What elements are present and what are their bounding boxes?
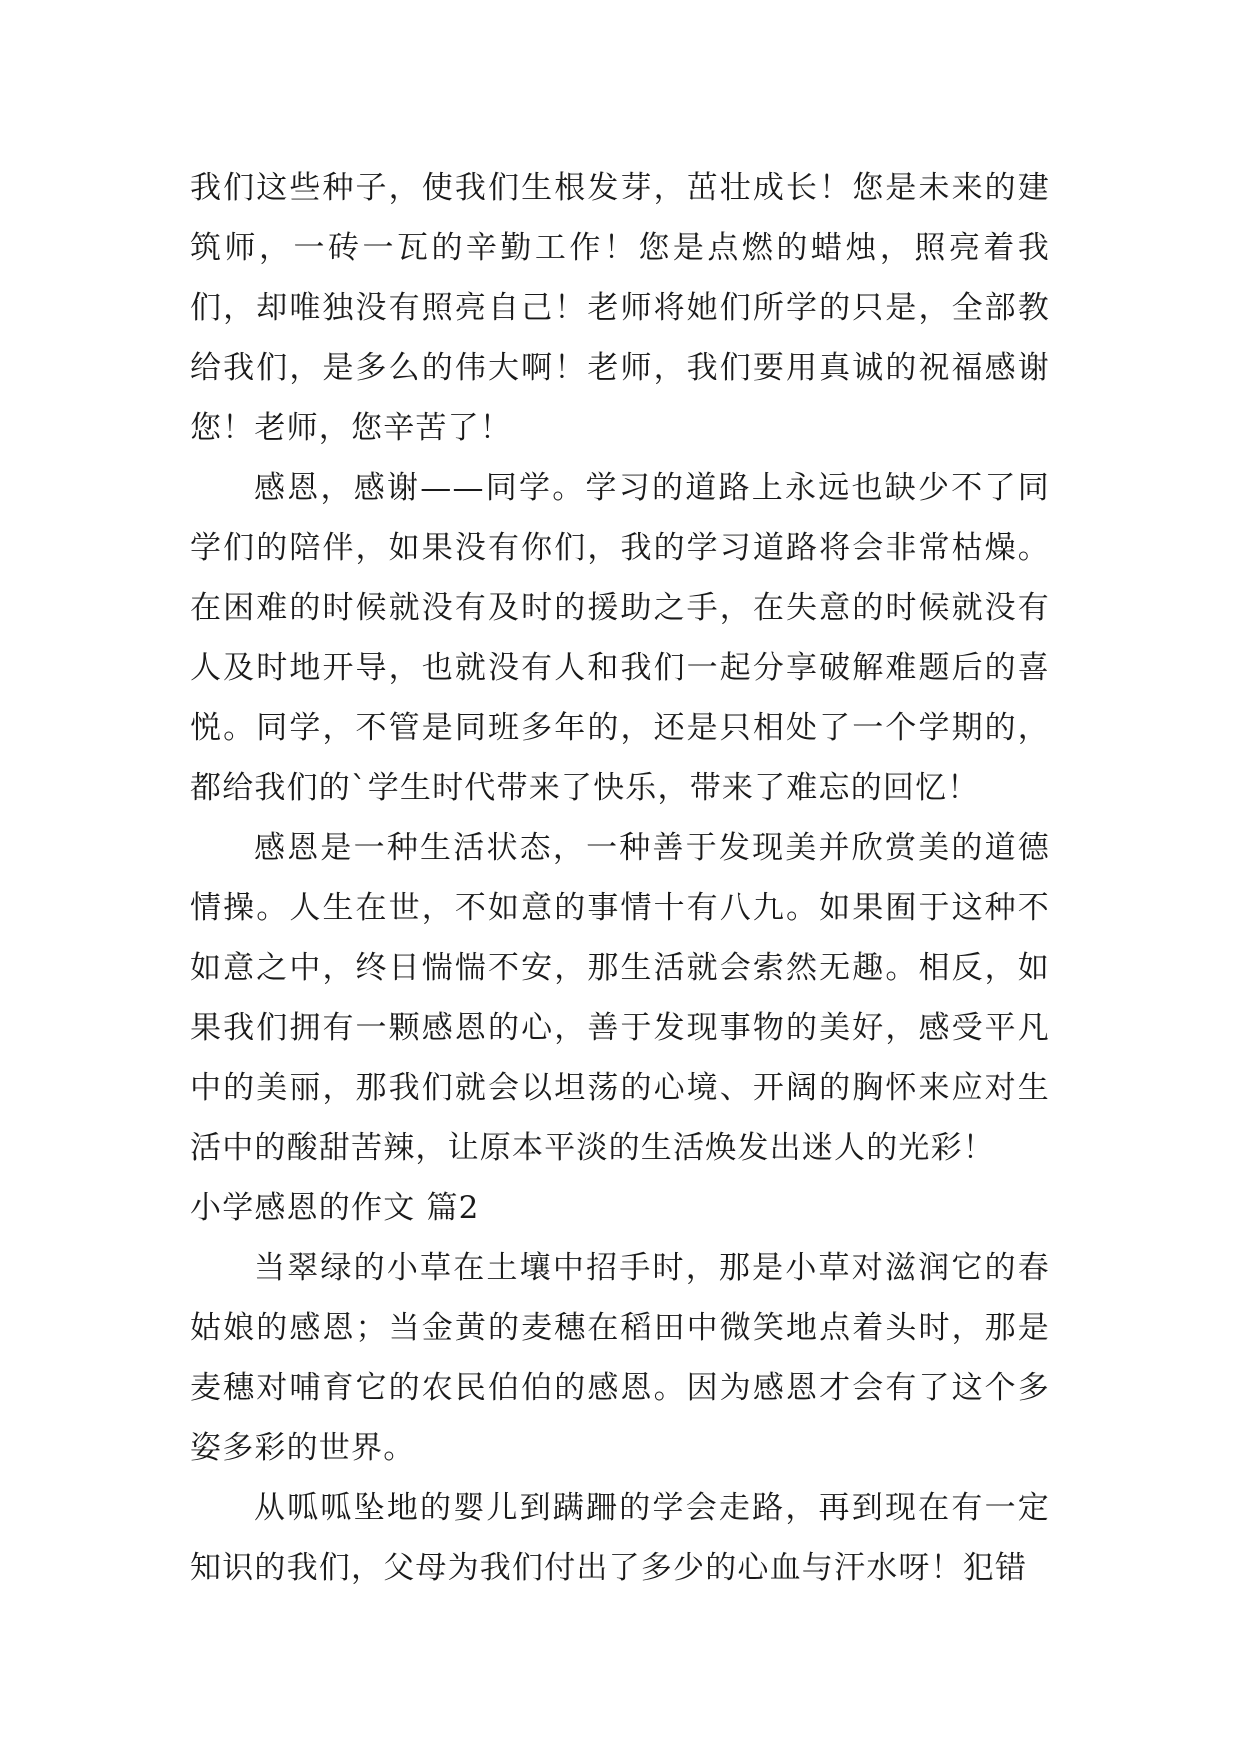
paragraph-classmates: 感恩，感谢——同学。学习的道路上永远也缺少不了同学们的陪伴，如果没有你们，我的学习道路将会非常枯燥。在困难的时候就没有及时的援助之手，在失意的时候就没有人及时地开导，也就没有人和我们一起分享破解难题后的喜悦。同学，不管是同班多年的，还是只相处了一个学期的，都给我们的`学生时代带来了快乐，带来了难忘的回忆！ <box>190 470 1050 806</box>
section-heading: 小学感恩的作文 篇2 <box>190 1190 480 1226</box>
document-body <box>190 158 1050 1598</box>
paragraph-parents: 从呱呱坠地的婴儿到蹒跚的学会走路，再到现在有一定知识的我们，父母为我们付出了多少的心血与汗水呀！犯错 <box>190 1490 1050 1586</box>
paragraph-teacher-continued: 我们这些种子，使我们生根发芽，茁壮成长！您是未来的建筑师，一砖一瓦的辛勤工作！您是点燃的蜡烛，照亮着我们，却唯独没有照亮自己！老师将她们所学的只是，全部教给我们，是多么的伟大啊！老师，我们要用真诚的祝福感谢您！老师，您辛苦了！ <box>190 170 1050 446</box>
paragraph-gratitude-attitude: 感恩是一种生活状态，一种善于发现美并欣赏美的道德情操。人生在世，不如意的事情十有八九。如果囿于这种不如意之中，终日惴惴不安，那生活就会索然无趣。相反，如果我们拥有一颗感恩的心，善于发现事物的美好，感受平凡中的美丽，那我们就会以坦荡的心境、开阔的胸怀来应对生活中的酸甜苦辣，让原本平淡的生活焕发出迷人的光彩！ <box>190 830 1050 1166</box>
paragraph-grass-wheat: 当翠绿的小草在土壤中招手时，那是小草对滋润它的春姑娘的感恩；当金黄的麦穗在稻田中微笑地点着头时，那是麦穗对哺育它的农民伯伯的感恩。因为感恩才会有了这个多姿多彩的世界。 <box>190 1250 1050 1466</box>
